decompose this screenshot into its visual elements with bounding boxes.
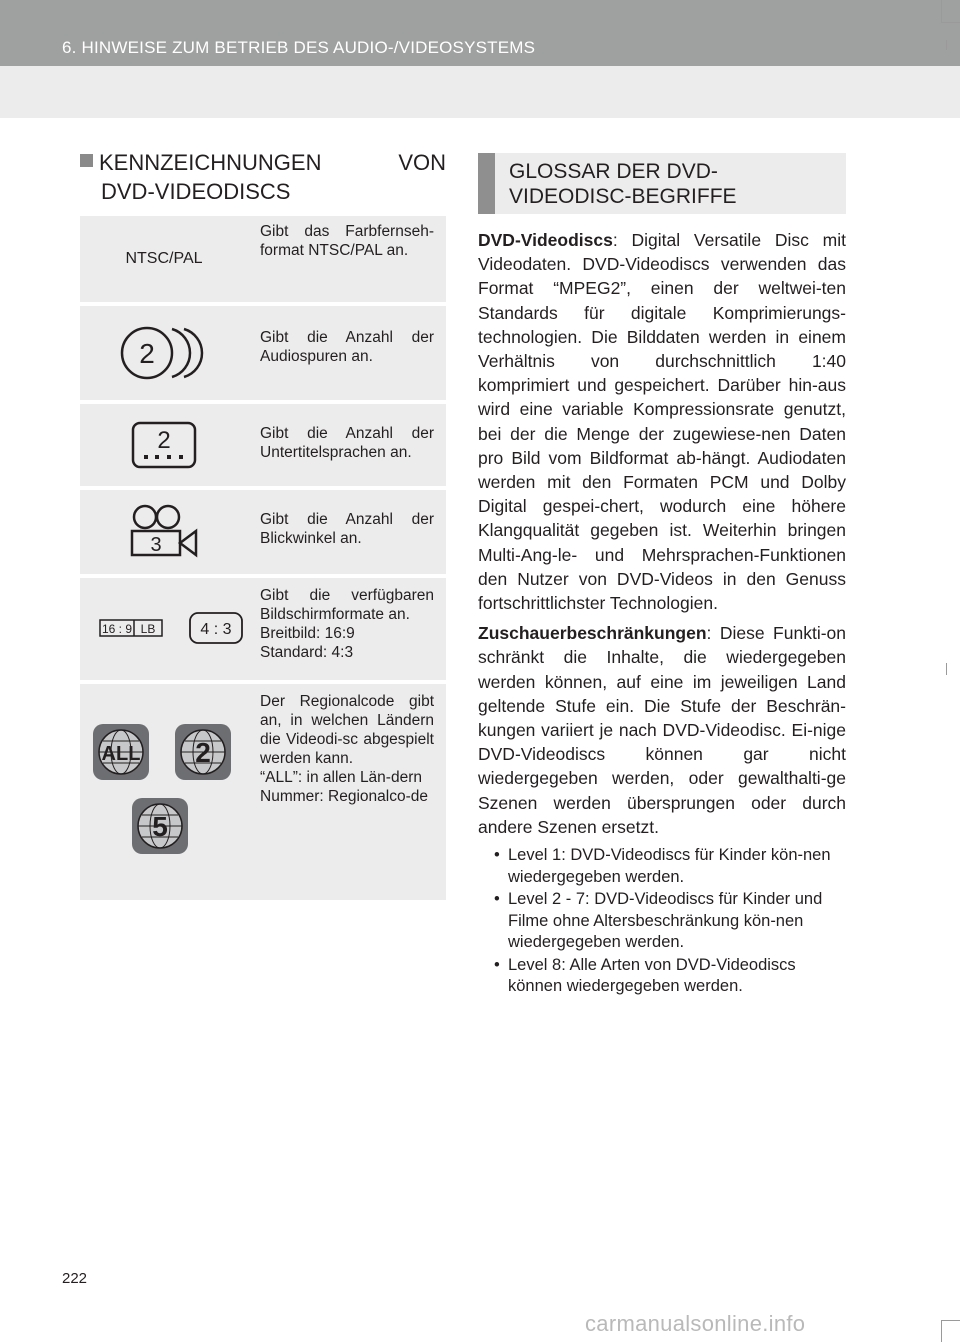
term-dvd-videodiscs: DVD-Videodiscs <box>478 230 613 250</box>
crop-mark <box>946 40 947 50</box>
subtitle-number: 2 <box>157 427 171 454</box>
page-number: 222 <box>62 1270 88 1287</box>
heading-word-2: VON <box>398 150 446 175</box>
bullet-icon: • <box>494 955 500 974</box>
region-5-label: 5 <box>152 811 168 842</box>
table-row <box>80 578 446 680</box>
definition-zuschauerbeschraenkungen: : Diese Funkti-on schränkt die Inhalte, die wiedergegeben werden können, auf eine im jeweiligen Land geltende Stufe ein. Die Stufe der Beschrän-kungen variiert je nach DVD-Videodisc. Ei-nige DVD-Videodiscs können gar nicht wiedergegeben werden, oder gewalthalti-ge Szenen werden übersprungen oder durch andere Szenen ersetzt. <box>478 623 846 837</box>
list-item-text: Level 8: Alle Arten von DVD-Videodiscs können wiedergegeben werden. <box>508 955 796 996</box>
definition-dvd-videodiscs: : Digital Versatile Disc mit Videodaten. DVD-Videodiscs verwenden das Format “MPEG2”, einen der weltwei-ten Standards für digitale Komprimierungs-technologien. Die Bilddaten werden in einem Verhältnis von durchschnittlich 1:40 komprimiert und gespeichert. Darüber hin-aus wird eine variable Kompressionsrate genutzt, bei der die Menge der zugewiese-nen Daten pro Bild vom Bildformat ab-hängt. Audiodaten werden mit den Formaten PCM und Dolby Digital gespei-chert, wodurch eine höhere Klangqualität gegeben ist. Weiterhin bringen Multi-Ang-le- und Mehrsprachen-Funktionen den Nutzer von DVD-Videos in den Genuss fortschrittlichster Technologien. <box>478 230 846 614</box>
glossary-body <box>478 228 846 999</box>
table-desc: Gibt das Farbfernseh-format NTSC/PAL an. <box>260 223 434 259</box>
subtitle-icon <box>80 404 248 486</box>
bullet-icon: • <box>494 846 500 865</box>
table-desc: Gibt die Anzahl der Blickwinkel an. <box>260 511 434 547</box>
header-subband <box>0 66 960 118</box>
table-row <box>80 684 446 900</box>
camera-angle-number: 3 <box>150 534 162 556</box>
wide-format-label: 16 : 9 <box>101 622 133 636</box>
table-desc: Gibt die Anzahl der Audiospuren an. <box>260 329 434 365</box>
section-heading <box>80 148 446 206</box>
heading-word-1: KENNZEICHNUNGEN <box>99 150 322 175</box>
letterbox-label: LB <box>140 622 156 636</box>
crop-mark <box>941 1320 960 1321</box>
term-zuschauerbeschraenkungen: Zuschauerbeschränkungen <box>478 623 707 644</box>
table-row <box>80 306 446 400</box>
table-desc <box>248 578 446 680</box>
table-row <box>80 216 446 302</box>
camera-angle-icon <box>80 490 248 574</box>
region-globe-icon <box>80 684 248 900</box>
ntsc-pal-label: NTSC/PAL <box>125 250 203 267</box>
disc-markings-table <box>80 216 446 904</box>
glossary-heading-line-2: VIDEODISC-BEGRIFFE <box>509 185 737 208</box>
list-item <box>478 955 846 998</box>
table-desc <box>248 684 446 900</box>
table-desc-line: Der Regionalcode gibt an, in welchen Ländern die Videodi-sc abgespielt werden kann. <box>260 693 434 767</box>
list-item <box>478 889 846 954</box>
glossary-paragraph-dvd <box>478 228 846 615</box>
chapter-title: 6. HINWEISE ZUM BETRIEB DES AUDIO-/VIDEOSYSTEMS <box>62 38 536 57</box>
crop-mark <box>941 22 960 23</box>
crop-mark <box>941 0 942 22</box>
audio-tracks-icon <box>80 306 248 400</box>
bullet-icon: • <box>494 890 500 909</box>
glossary-heading-bar <box>478 153 495 214</box>
glossary-heading-line-1: GLOSSAR DER DVD- <box>509 160 718 183</box>
list-item-text: Level 2 - 7: DVD-Videodiscs für Kinder und Filme ohne Altersbeschränkung kön-nen wiedergegeben werden. <box>508 890 823 952</box>
region-2-label: 2 <box>195 737 211 768</box>
glossary-heading <box>509 159 737 209</box>
table-desc: Gibt die Anzahl der Untertitelsprachen an. <box>260 425 434 461</box>
list-item <box>478 845 846 888</box>
glossary-paragraph-restrictions <box>478 621 846 839</box>
audio-tracks-number: 2 <box>139 338 155 369</box>
table-desc-line: Standard: 4:3 <box>260 644 354 661</box>
table-desc-line: “ALL”: in allen Län-dern <box>260 769 422 786</box>
glossary-heading-box <box>478 153 846 214</box>
list-item-text: Level 1: DVD-Videodiscs für Kinder kön-nen wiedergegeben werden. <box>508 846 831 886</box>
ntsc-pal-label-cell <box>80 216 248 302</box>
table-row <box>80 490 446 574</box>
crop-mark <box>946 663 947 675</box>
standard-format-label: 4 : 3 <box>200 621 232 638</box>
table-desc-line: Breitbild: 16:9 <box>260 625 355 642</box>
crop-mark <box>941 1320 942 1342</box>
heading-square-icon <box>80 154 93 167</box>
watermark: carmanualsonline.info <box>585 1311 806 1336</box>
region-all-label: ALL <box>101 743 141 765</box>
table-desc-line: Gibt die verfügbaren Bildschirmformate an. <box>260 587 434 623</box>
table-desc-line: Nummer: Regionalco-de <box>260 788 428 805</box>
heading-line-2: DVD-VIDEODISCS <box>101 179 291 204</box>
table-row <box>80 404 446 486</box>
level-list <box>478 845 846 998</box>
screen-format-icon <box>80 578 248 680</box>
